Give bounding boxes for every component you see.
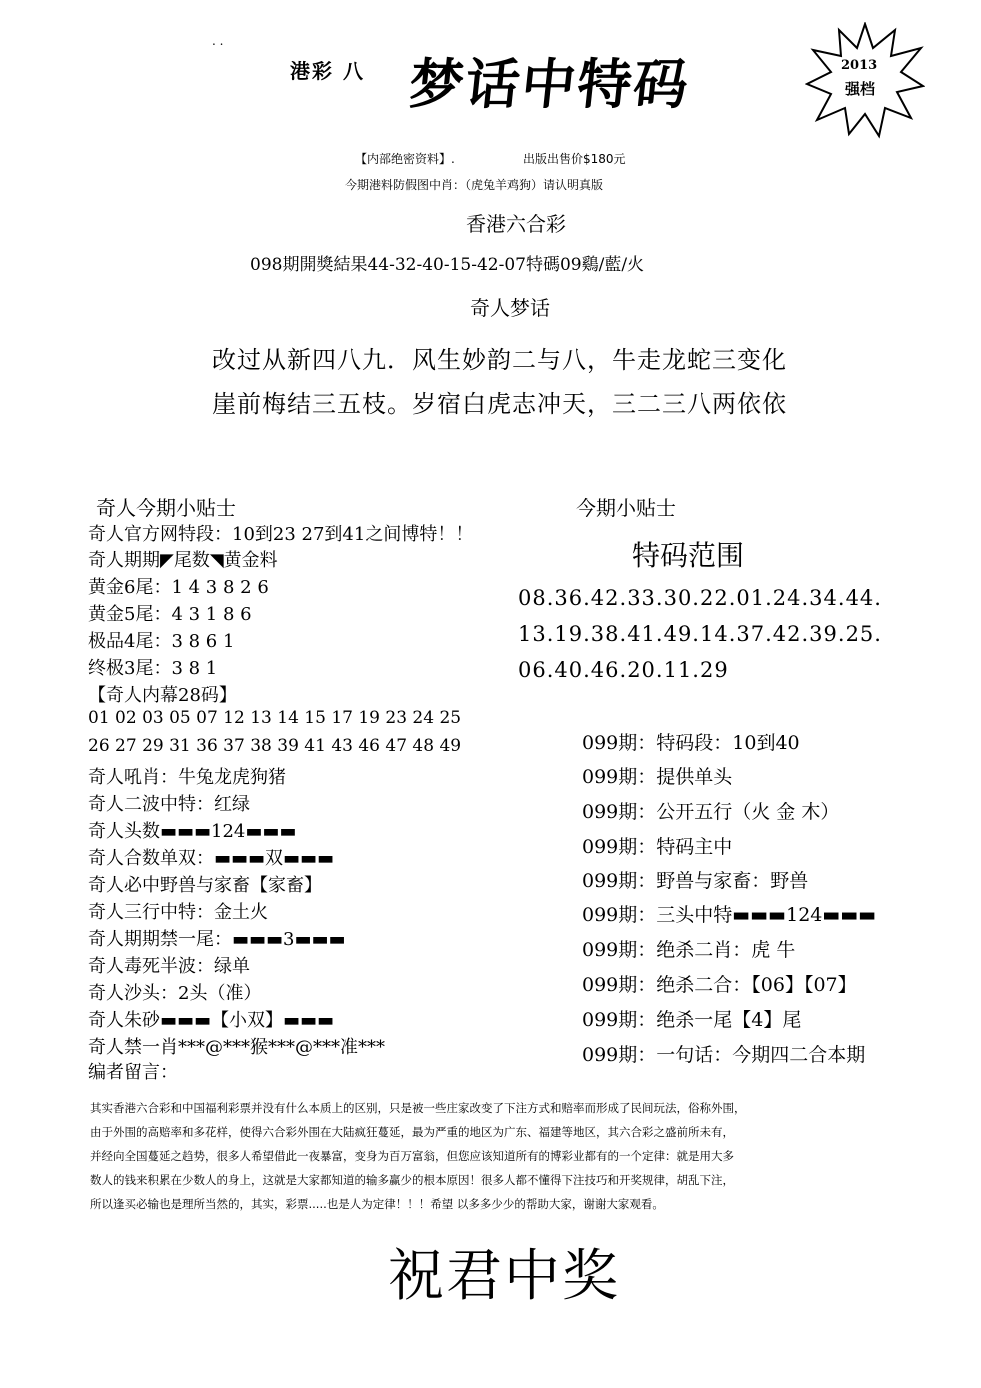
right-line: 099期：绝杀二合：【06】【07】: [582, 974, 857, 996]
right-line: 099期：公开五行（火 金 木）: [582, 801, 840, 823]
right-line: 099期：野兽与家畜：野兽: [582, 870, 809, 892]
range-line: 08.36.42.33.30.22.01.24.34.44.: [518, 586, 882, 610]
right-line: 099期：提供单头: [582, 766, 733, 788]
left-line: 奇人吼肖：牛兔龙虎狗猪: [88, 767, 286, 788]
left-line: 奇人朱砂▬▬▬【小双】▬▬▬: [88, 1010, 335, 1031]
editor-note-line: 所以逢买必输也是理所当然的，其实，彩票.....也是人为定律！！！希望 以多多少少的帮助大家，谢谢大家观看。: [90, 1197, 664, 1211]
left-heading: 奇人今期小贴士: [96, 496, 236, 520]
left-line: 奇人必中野兽与家畜【家畜】: [88, 875, 322, 896]
left-line: 极品4尾：3 8 6 1: [88, 631, 235, 652]
scan-dots: . .: [212, 34, 224, 48]
right-line: 099期：绝杀二肖：虎 牛: [582, 939, 796, 961]
range-title: 特码范围: [632, 539, 745, 572]
range-line: 06.40.46.20.11.29: [518, 658, 729, 682]
left-line: 01 02 03 05 07 12 13 14 15 17 19 23 24 25: [88, 708, 462, 728]
left-line: 【奇人内幕28码】: [88, 685, 237, 706]
poem-line-2: 崖前梅结三五枝。岁宿白虎志冲天，三二三八两依依: [212, 390, 787, 418]
left-line: 奇人二波中特：红绿: [88, 794, 250, 815]
right-line: 099期：特码主中: [582, 836, 733, 858]
range-line: 13.19.38.41.49.14.37.42.39.25.: [518, 622, 882, 646]
secret-label: 【内部绝密资料】.: [355, 152, 455, 166]
left-line: 编者留言：: [88, 1062, 178, 1083]
left-line: 奇人期期禁一尾：▬▬▬3▬▬▬: [88, 929, 346, 950]
right-line: 099期：特码段：10到40: [582, 732, 800, 754]
editor-note-line: 并经向全国蔓延之趋势，很多人希望借此一夜暴富，变身为百万富翁，但您应该知道所有的博彩业都有的一个定律：就是用大多: [90, 1149, 734, 1163]
starburst-badge: [805, 22, 925, 140]
left-line: 奇人三行中特：金土火: [88, 902, 268, 923]
right-line: 099期：绝杀一尾【4】尾: [582, 1009, 802, 1031]
poem-line-1: 改过从新四八九．风生妙韵二与八，牛走龙蛇三变化: [212, 346, 787, 374]
left-line: 奇人期期◤尾数◥黄金料: [88, 550, 278, 571]
blessing-text: 祝君中奖: [388, 1244, 620, 1309]
lottery-name: 香港六合彩: [466, 212, 566, 236]
price-label: 出版出售价$180元: [523, 152, 626, 166]
badge-label: 强档: [845, 80, 876, 98]
draw-result: 098期開獎結果44-32-40-15-42-07特碼09鷄/藍/火: [250, 255, 645, 275]
editor-note-line: 其实香港六合彩和中国福利彩票并没有什么本质上的区别，只是被一些庄家改变了下注方式和赔率而形成了民间玩法，俗称外围，: [90, 1101, 746, 1115]
anti-fake-note: 今期港料防假图中肖：（虎兔羊鸡狗）请认明真版: [345, 178, 604, 192]
left-line: 奇人沙头：2头（准）: [88, 983, 262, 1004]
left-line: 黄金5尾：4 3 1 8 6: [88, 604, 252, 625]
left-line: 奇人头数▬▬▬124▬▬▬: [88, 821, 297, 842]
editor-note-line: 数人的钱来积累在少数人的身上，这就是大家都知道的输多赢少的根本原因！很多人都不懂得下注技巧和开奖规律，胡乱下注，: [90, 1173, 734, 1187]
brand-mark: 港彩 八: [290, 59, 365, 83]
poem-title: 奇人梦话: [470, 296, 550, 320]
left-line: 奇人官方网特段：10到23 27到41之间博特！！: [88, 524, 474, 545]
left-line: 奇人禁一肖***@***猴***@***准***: [88, 1037, 385, 1058]
left-line: 26 27 29 31 36 37 38 39 41 43 46 47 48 49: [88, 736, 462, 756]
editor-note-line: 由于外围的高赔率和多花样，使得六合彩外围在大陆疯狂蔓延，最为严重的地区为广东、福建等地区，其六合彩之盛前所未有，: [90, 1125, 734, 1139]
left-line: 黄金6尾：1 4 3 8 2 6: [88, 577, 269, 598]
left-line: 奇人合数单双：▬▬▬双▬▬▬: [88, 848, 335, 869]
left-line: 终极3尾：3 8 1: [88, 658, 218, 679]
right-line: 099期：一句话：今期四二合本期: [582, 1044, 866, 1066]
badge-year: 2013: [841, 58, 878, 73]
page-title: 梦话中特码: [406, 53, 693, 116]
left-line: 奇人毒死半波：绿单: [88, 956, 250, 977]
right-heading: 今期小贴士: [576, 496, 676, 520]
right-line: 099期：三头中特▬▬▬124▬▬▬: [582, 904, 877, 926]
